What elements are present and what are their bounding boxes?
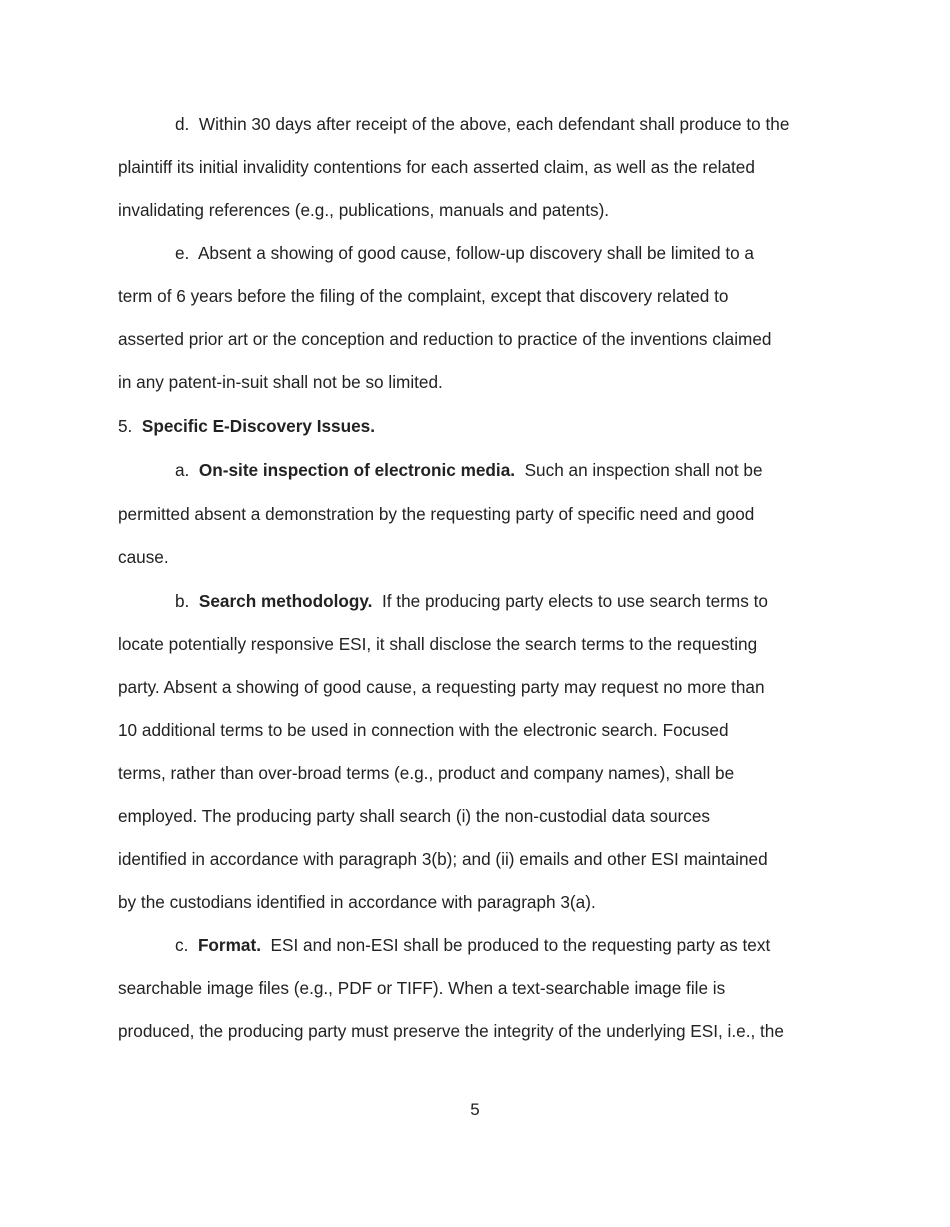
paragraph-a-heading: On-site inspection of electronic media.: [198, 460, 516, 480]
paragraph-e-line-3: asserted prior art or the conception and reduction to practice of the inventions claimed: [118, 329, 772, 349]
paragraph-b-line-2: locate potentially responsive ESI, it shall disclose the search terms to the requesting: [118, 634, 758, 654]
paragraph-e-line-4: in any patent-in-suit shall not be so limited.: [118, 372, 443, 392]
paragraph-b-line-5: terms, rather than over-broad terms (e.g., product and company names), shall be: [118, 763, 735, 783]
paragraph-d-text: Within 30 days after receipt of the above, each defendant shall produce to the: [198, 114, 790, 134]
paragraph-c-line-1: [175, 935, 770, 955]
paragraph-d-line-1: [175, 114, 789, 134]
paragraph-a-label: a.: [175, 460, 190, 480]
paragraph-b-line-7: identified in accordance with paragraph 3(b); and (ii) emails and other ESI maintained: [118, 849, 768, 869]
paragraph-a-text: Such an inspection shall not be: [524, 460, 763, 480]
paragraph-b-line-1: [175, 591, 768, 611]
paragraph-c-text: ESI and non-ESI shall be produced to the requesting party as text: [270, 935, 771, 955]
section-5-number: 5.: [118, 416, 133, 436]
paragraph-d-line-3: invalidating references (e.g., publications, manuals and patents).: [118, 200, 610, 220]
paragraph-b-line-8: by the custodians identified in accordance with paragraph 3(a).: [118, 892, 596, 912]
paragraph-c-line-2: searchable image files (e.g., PDF or TIFF). When a text-searchable image file is: [118, 978, 726, 998]
paragraph-e-text: Absent a showing of good cause, follow-up discovery shall be limited to a: [197, 243, 754, 263]
paragraph-c-label: c.: [175, 935, 189, 955]
paragraph-a-line-1: [175, 460, 763, 480]
paragraph-b-line-6: employed. The producing party shall search (i) the non-custodial data sources: [118, 806, 711, 826]
page-number: 5: [470, 1100, 480, 1119]
paragraph-c-heading: Format.: [197, 935, 261, 955]
paragraph-b-label: b.: [175, 591, 190, 611]
paragraph-b-text: If the producing party elects to use search terms to: [381, 591, 768, 611]
section-5-heading: Specific E-Discovery Issues.: [141, 416, 376, 436]
paragraph-d-line-2: plaintiff its initial invalidity contentions for each asserted claim, as well as the related: [118, 157, 755, 177]
paragraph-e-label: e.: [175, 243, 190, 263]
paragraph-e-line-1: [175, 243, 754, 263]
paragraph-a-line-3: cause.: [118, 547, 169, 567]
paragraph-e-line-2: term of 6 years before the filing of the complaint, except that discovery related to: [118, 286, 729, 306]
paragraph-b-heading: Search methodology.: [198, 591, 373, 611]
paragraph-b-line-4: 10 additional terms to be used in connection with the electronic search. Focused: [118, 720, 729, 740]
paragraph-d-label: d.: [175, 114, 190, 134]
paragraph-b-line-3: party. Absent a showing of good cause, a requesting party may request no more than: [118, 677, 765, 697]
section-5-heading-line: [118, 416, 375, 436]
paragraph-a-line-2: permitted absent a demonstration by the requesting party of specific need and good: [118, 504, 755, 524]
paragraph-c-line-3: produced, the producing party must preserve the integrity of the underlying ESI, i.e., the: [118, 1021, 784, 1041]
